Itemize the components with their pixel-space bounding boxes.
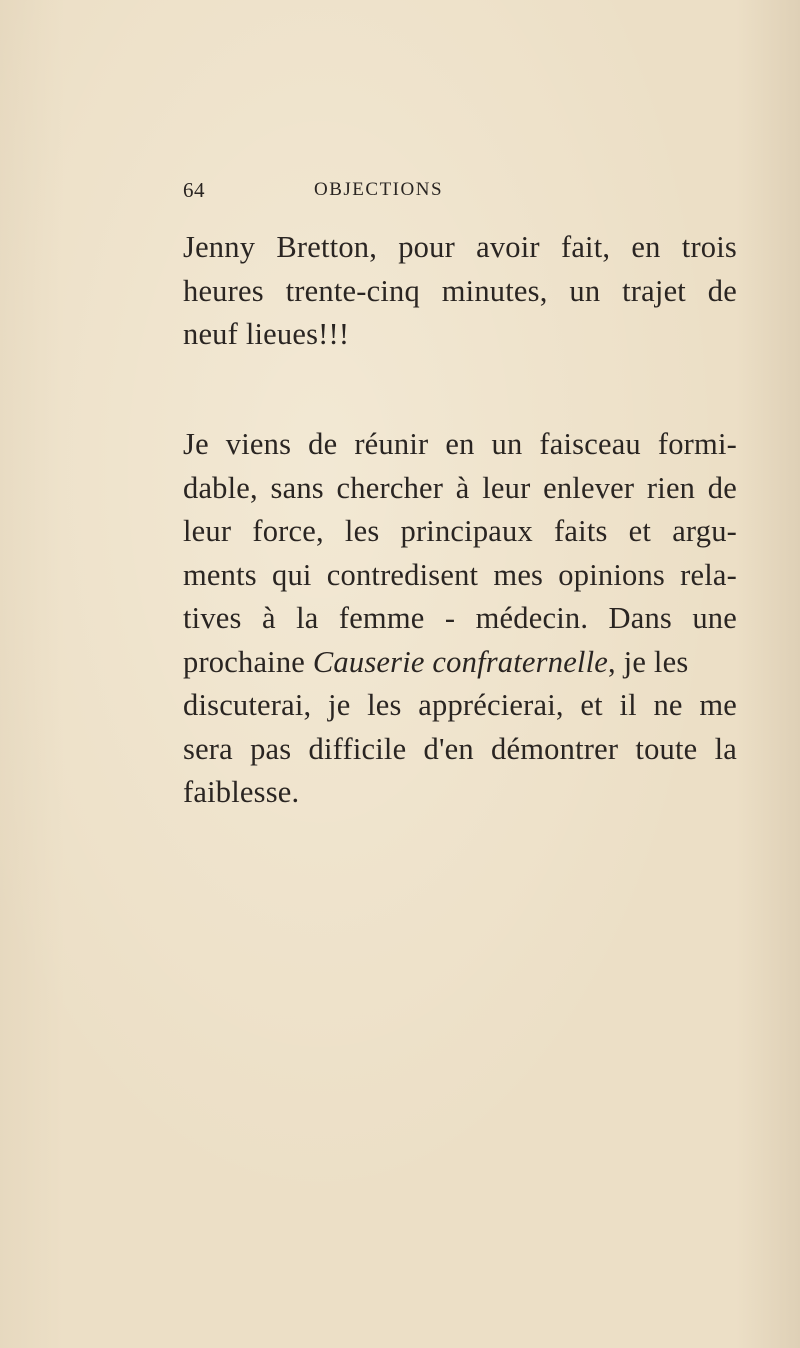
text-run: , je les: [608, 644, 689, 679]
text-line-mixed: [183, 641, 743, 685]
text-line: discuterai, je les apprécierai, et il ne me: [183, 688, 737, 722]
text-line: Je viens de réunir en un faisceau formi-: [183, 427, 737, 461]
text-line: neuf lieues!!!: [183, 317, 350, 351]
text-run: prochaine: [183, 644, 306, 679]
text-line: faiblesse.: [183, 775, 300, 809]
running-head: [183, 178, 743, 206]
text-line: sera pas difficile d'en démontrer toute la: [183, 731, 737, 766]
paragraph-1: [183, 226, 743, 357]
italic-title: Causerie confraternelle: [312, 644, 609, 679]
text-line: heures trente-cinq minutes, un trajet de: [183, 273, 737, 308]
paragraph-2: [183, 423, 743, 815]
running-title: OBJECTIONS: [314, 179, 444, 200]
text-line: tives à la femme - médecin. Dans une: [183, 601, 737, 635]
text-line: dable, sans chercher à leur enlever rien de: [183, 470, 737, 505]
page-number: 64: [183, 178, 205, 202]
text-line: Jenny Bretton, pour avoir fait, en trois: [183, 230, 737, 264]
text-line: leur force, les principaux faits et argu-: [183, 514, 737, 548]
text-line: ments qui contredisent mes opinions rela-: [183, 557, 737, 592]
